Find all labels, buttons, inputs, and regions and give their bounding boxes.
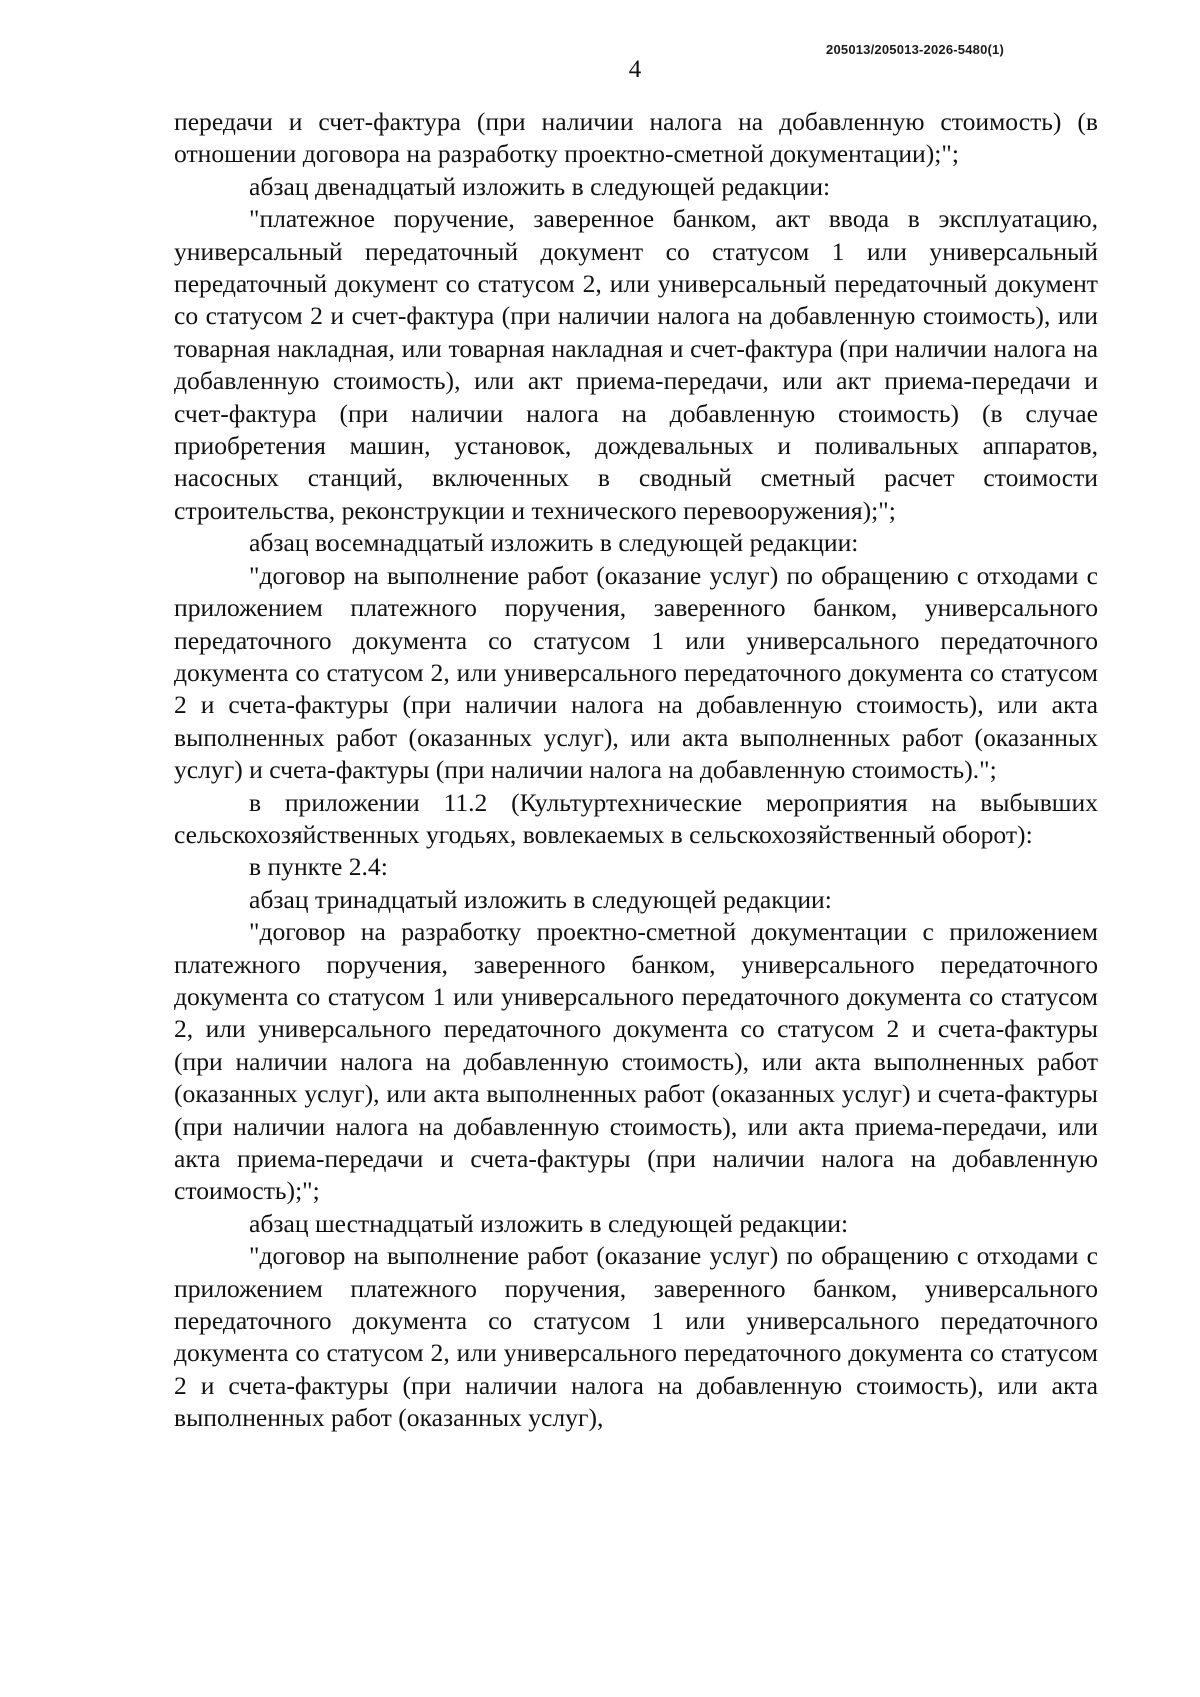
paragraph: в приложении 11.2 (Культуртехнические мероприятия на выбывших сельскохозяйственных угодьях, вовлекаемых в сельскохозяйственный оборот):: [174, 787, 1098, 849]
document-body: [174, 106, 1098, 1435]
paragraph: абзац шестнадцатый изложить в следующей редакции:: [249, 1208, 849, 1238]
document-id: 205013/205013-2026-5480(1): [826, 42, 1004, 57]
paragraph: "платежное поручение, заверенное банком, акт ввода в эксплуатацию, универсальный передаточный документ со статусом 1 или универсальный передаточный документ со статусом 2, или универсальный передаточный документ со статусом 2 и счет-фактура (при наличии налога на добавленную стоимость), или товарная накладная, или товарная накладная и счет-фактура (при наличии налога на добавленную стоимость), или акт приема-передачи, или акт приема-передачи и счет-фактура (при наличии налога на добавленную стоимость) (в случае приобретения машин, установок, дождевальных и поливальных аппаратов, насосных станций, включенных в сводный сметный расчет стоимости строительства, реконструкции и технического перевооружения);";: [174, 204, 1098, 525]
paragraph: "договор на разработку проектно-сметной документации с приложением платежного поручения, заверенного банком, универсального передаточного документа со статусом 1 или универсального передаточного документа со статусом 2, или универсального передаточного документа со статусом 2 и счета-фактуры (при наличии налога на добавленную стоимость), или акта выполненных работ (оказанных услуг), или акта выполненных работ (оказанных услуг) и счета-фактуры (при наличии налога на добавленную стоимость), или акта приема-передачи, или акта приема-передачи и счета-фактуры (при наличии налога на добавленную стоимость);";: [174, 917, 1098, 1206]
paragraph: в пункте 2.4:: [249, 852, 388, 882]
paragraph: абзац двенадцатый изложить в следующей редакции:: [249, 171, 831, 201]
paragraph: абзац тринадцатый изложить в следующей редакции:: [249, 884, 832, 914]
paragraph: абзац восемнадцатый изложить в следующей редакции:: [249, 528, 859, 558]
paragraph: "договор на выполнение работ (оказание услуг) по обращению с отходами с приложением платежного поручения, заверенного банком, универсального передаточного документа со статусом 1 или универсального передаточного документа со статусом 2, или универсального передаточного документа со статусом 2 и счета-фактуры (при наличии налога на добавленную стоимость), или акта выполненных работ (оказанных услуг),: [174, 1241, 1098, 1433]
page-number: 4: [628, 56, 642, 83]
paragraph: передачи и счет-фактура (при наличии налога на добавленную стоимость) (в отношении договора на разработку проектно-сметной документации);";: [174, 107, 1098, 169]
paragraph: "договор на выполнение работ (оказание услуг) по обращению с отходами с приложением платежного поручения, заверенного банком, универсального передаточного документа со статусом 1 или универсального передаточного документа со статусом 2, или универсального передаточного документа со статусом 2 и счета-фактуры (при наличии налога на добавленную стоимость), или акта выполненных работ (оказанных услуг), или акта выполненных работ (оказанных услуг) и счета-фактуры (при наличии налога на добавленную стоимость).";: [174, 560, 1098, 785]
